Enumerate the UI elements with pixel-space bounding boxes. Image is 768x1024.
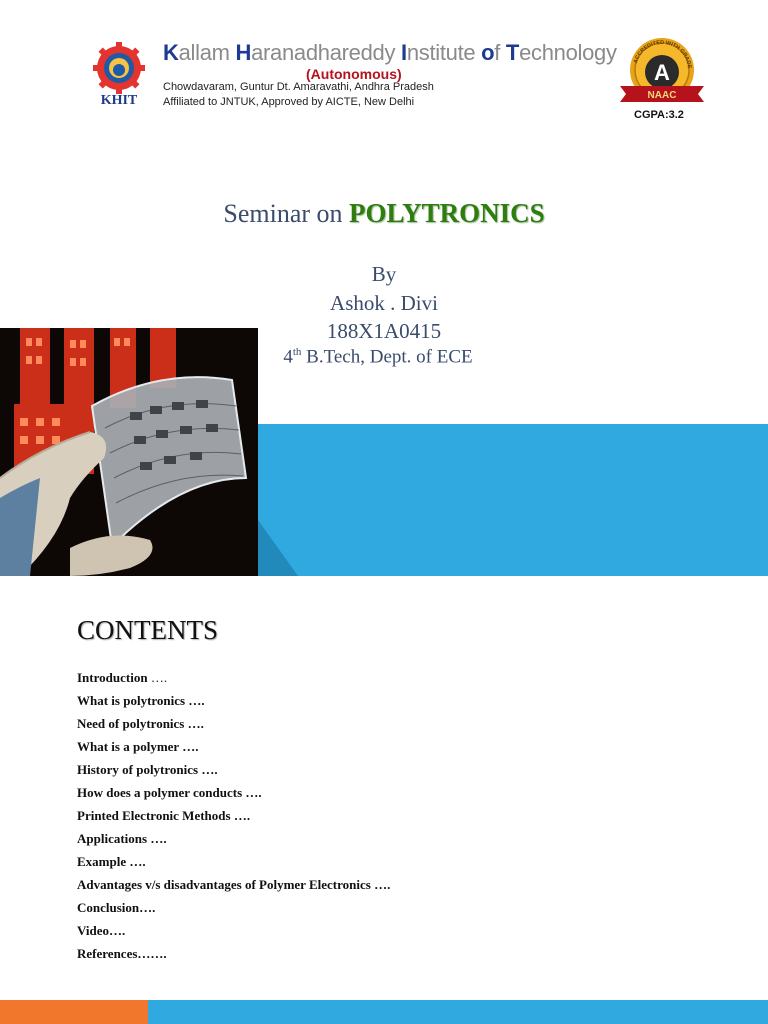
contents-item-label: Need of polytronics …. [77, 716, 204, 731]
contents-item [77, 876, 390, 899]
contents-item-label: What is a polymer …. [77, 739, 199, 754]
contents-item-label: Conclusion…. [77, 900, 156, 915]
author-name: Ashok . Divi [330, 291, 438, 315]
contents-item-label: What is polytronics …. [77, 693, 205, 708]
contents-item-label: Introduction [77, 670, 148, 685]
naac-badge-icon [614, 36, 710, 112]
contents-item [77, 922, 390, 945]
contents-item-label: Applications …. [77, 831, 167, 846]
institute-logo [86, 42, 152, 108]
contents-item-label: History of polytronics …. [77, 762, 218, 777]
contents-item-label: Printed Electronic Methods …. [77, 808, 251, 823]
contents-item [77, 830, 390, 853]
contents-item-label: Example …. [77, 854, 146, 869]
contents-list [77, 669, 390, 968]
bottom-accent-orange [0, 1000, 148, 1024]
accent-band-shade [258, 520, 298, 576]
roll-number: 188X1A0415 [326, 319, 442, 343]
contents-heading: CONTENTS [77, 615, 218, 645]
accent-band [258, 424, 768, 576]
contents-item [77, 853, 390, 876]
contents-item [77, 899, 390, 922]
contents-item [77, 807, 390, 830]
badge-label: NAAC [647, 90, 677, 101]
contents-item-label: References……. [77, 946, 167, 961]
institute-address: Chowdavaram, Guntur Dt. Amaravathi, Andhra Pradesh [163, 81, 434, 93]
bottom-accent-blue [148, 1000, 768, 1024]
badge-grade: A [654, 60, 670, 85]
by-label: By [371, 262, 397, 286]
contents-item-label: Advantages v/s disadvantages of Polymer Electronics …. [77, 877, 391, 892]
contents-item-label: Video…. [77, 923, 126, 938]
contents-item [77, 738, 390, 761]
contents-item [77, 692, 390, 715]
contents-item [77, 669, 390, 692]
flexible-circuit-photo [0, 328, 258, 576]
contents-item-dots: …. [147, 670, 168, 685]
title-prefix: Seminar on [223, 199, 350, 228]
institute-affiliation: Affiliated to JNTUK, Approved by AICTE, New Delhi [163, 96, 415, 108]
badge-ring-text: ACCREDITED WITH GRADE [632, 39, 693, 69]
contents-item [77, 945, 390, 968]
cgpa-label: CGPA:3.2 [634, 109, 684, 121]
institute-name: Kallam Haranadhareddy Institute of Technology [163, 40, 617, 65]
contents-item [77, 761, 390, 784]
contents-item [77, 784, 390, 807]
logo-text: KHIT [100, 93, 138, 108]
contents-item-label: How does a polymer conducts …. [77, 785, 262, 800]
seminar-title [0, 198, 768, 229]
year-department: 4th B.Tech, Dept. of ECE [283, 346, 473, 368]
contents-item [77, 715, 390, 738]
autonomous-label: (Autonomous) [306, 66, 402, 82]
title-topic: POLYTRONICS [349, 198, 545, 228]
